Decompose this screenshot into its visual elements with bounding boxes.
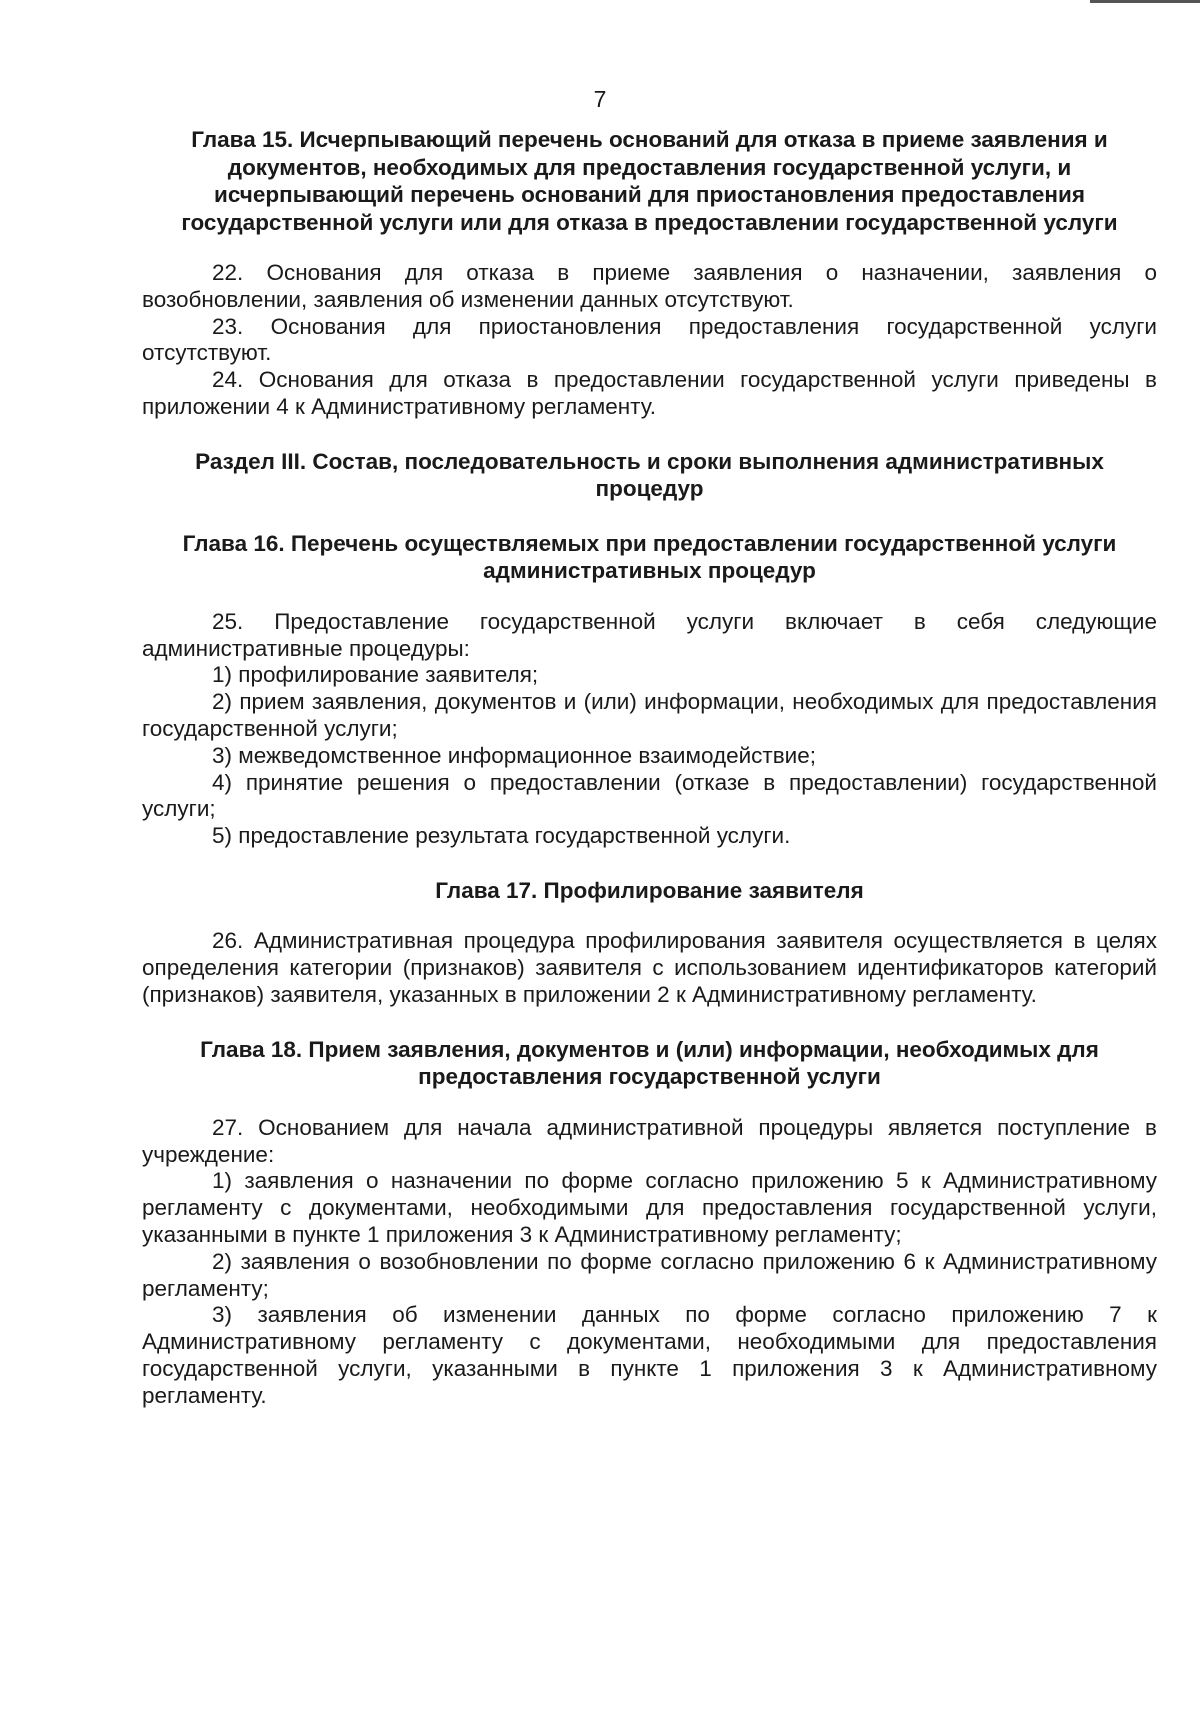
section-heading: Глава 17. Профилирование заявителя bbox=[435, 877, 864, 903]
paragraph: 3) заявления об изменении данных по форме согласно приложению 7 к Административному регламенту с документами, необходимыми для предоставления государственной услуги, указанными в пункте 1 приложения 3 к Административному регламенту. bbox=[142, 1302, 1157, 1408]
spacer bbox=[142, 1091, 1157, 1115]
spacer bbox=[142, 850, 1157, 877]
section-heading: Глава 18. Прием заявления, документов и (или) информации, необходимых для предоставления государственной услуги bbox=[200, 1036, 1099, 1090]
spacer bbox=[142, 421, 1157, 448]
spacer bbox=[142, 904, 1157, 928]
page-number: 7 bbox=[593, 86, 607, 112]
paragraph: 1) заявления о назначении по форме согласно приложению 5 к Административному регламенту с документами, необходимыми для предоставления государственной услуги, указанными в пункте 1 приложения 3 к Административному регламенту; bbox=[142, 1168, 1157, 1248]
paragraph: 22. Основания для отказа в приеме заявления о назначении, заявления о возобновлении, заявления об изменении данных отсутствуют. bbox=[142, 260, 1157, 312]
paragraph: 26. Административная процедура профилирования заявителя осуществляется в целях определения категории (признаков) заявителя с использованием идентификаторов категорий (признаков) заявителя, указанных в приложении 2 к Административному регламенту. bbox=[142, 928, 1157, 1008]
paragraph: 2) заявления о возобновлении по форме согласно приложению 6 к Административному регламенту; bbox=[142, 1248, 1157, 1301]
paragraph: 2) прием заявления, документов и (или) информации, необходимых для предоставления государственной услуги; bbox=[142, 689, 1157, 741]
section-heading: Глава 16. Перечень осуществляемых при предоставлении государственной услуги административных процедур bbox=[182, 530, 1117, 584]
section-heading: Раздел III. Состав, последовательность и сроки выполнения административных процедур bbox=[195, 448, 1104, 502]
paragraph: 25. Предоставление государственной услуги включает в себя следующие административные процедуры: bbox=[142, 608, 1157, 661]
paragraph: 3) межведомственное информационное взаимодействие; bbox=[212, 742, 817, 768]
paragraph: 5) предоставление результата государственной услуги. bbox=[212, 823, 791, 849]
scan-edge-rule bbox=[1090, 0, 1200, 3]
spacer bbox=[142, 503, 1157, 530]
paragraph: 24. Основания для отказа в предоставлении государственной услуги приведены в приложении 4 к Административному регламенту. bbox=[142, 367, 1157, 419]
paragraph: 4) принятие решения о предоставлении (отказе в предоставлении) государственной услуги; bbox=[142, 769, 1157, 822]
paragraph: 27. Основанием для начала административной процедуры является поступление в учреждение: bbox=[142, 1114, 1157, 1167]
section-heading: Глава 15. Исчерпывающий перечень оснований для отказа в приеме заявления и документов, необходимых для предоставления государственной услуги, и исчерпывающий перечень оснований для приостановления предоставления государственной услуги или для отказа в предоставлении государственной услуги bbox=[181, 127, 1118, 235]
spacer bbox=[142, 1009, 1157, 1036]
spacer bbox=[142, 236, 1157, 260]
paragraph: 23. Основания для приостановления предоставления государственной услуги отсутствуют. bbox=[142, 313, 1157, 366]
paragraph: 1) профилирование заявителя; bbox=[212, 662, 539, 688]
document-body bbox=[142, 126, 1157, 1410]
spacer bbox=[142, 585, 1157, 609]
